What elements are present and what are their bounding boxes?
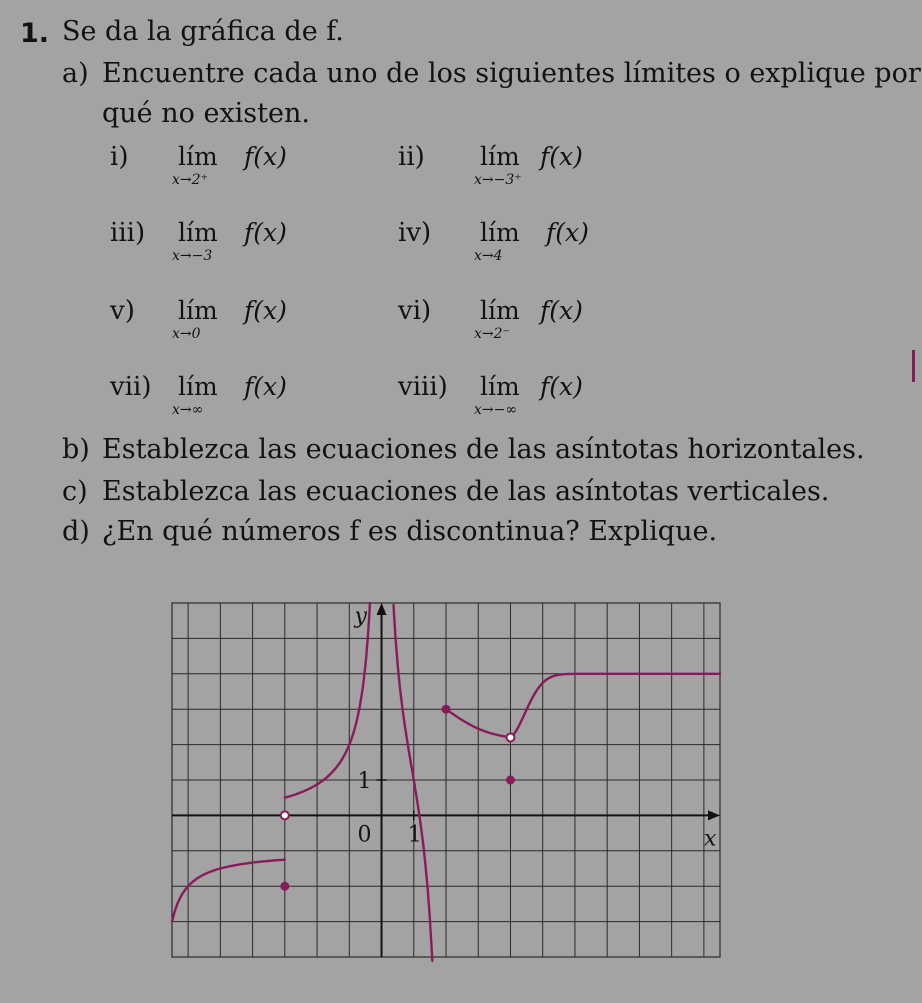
problem-number: 1. — [20, 18, 50, 49]
limit-item-label: v) — [110, 296, 135, 326]
limit-operator: lím — [178, 296, 218, 325]
part-c-text: Establezca las ecuaciones de las asíntotas verticales. — [102, 476, 830, 507]
limit-subscript: x→2⁻ — [474, 326, 510, 342]
limit-item-label: iv) — [398, 218, 432, 248]
graph-points — [280, 705, 515, 891]
part-d-text: ¿En qué números f es discontinua? Explique. — [102, 516, 718, 547]
curve-middle-right-branch — [394, 605, 433, 961]
curve-left-branch — [172, 860, 285, 922]
limit-operator: lím — [178, 142, 218, 171]
filled-point — [280, 882, 289, 891]
limit-function: f(x) — [244, 372, 287, 401]
part-d-label: d) — [62, 516, 90, 547]
part-a-text-line1: Encuentre cada uno de los siguientes límites o explique por — [102, 58, 921, 89]
y-axis-arrow — [377, 603, 387, 615]
y-axis-label: y — [354, 604, 367, 629]
y-tick-one-label: 1 — [357, 769, 372, 794]
limit-operator: lím — [480, 218, 520, 247]
limit-function: f(x) — [244, 296, 287, 325]
part-a-text-line2: qué no existen. — [102, 98, 310, 129]
filled-point — [506, 776, 515, 785]
limit-operator: lím — [178, 372, 218, 401]
limit-function: f(x) — [540, 142, 583, 171]
limit-operator: lím — [480, 372, 520, 401]
limit-operator: lím — [178, 218, 218, 247]
limit-subscript: x→4 — [474, 248, 503, 264]
part-c-label: c) — [62, 476, 88, 507]
open-point — [506, 734, 514, 742]
limit-function: f(x) — [244, 218, 287, 247]
limit-function: f(x) — [244, 142, 287, 171]
limit-item-label: viii) — [398, 372, 448, 402]
graph-grid — [172, 603, 720, 957]
limit-subscript: x→0 — [172, 326, 201, 342]
curve-right-branch — [511, 674, 721, 738]
limit-operator: lím — [480, 296, 520, 325]
limit-subscript: x→−3 — [172, 248, 213, 264]
origin-label: 0 — [357, 822, 372, 848]
part-a-label: a) — [62, 58, 89, 89]
limit-item-label: iii) — [110, 218, 146, 248]
limit-subscript: x→−∞ — [474, 402, 518, 418]
limit-item-label: i) — [110, 142, 129, 172]
x-tick-one-label: 1 — [407, 822, 422, 848]
part-b-label: b) — [62, 434, 90, 465]
limit-function: f(x) — [540, 372, 583, 401]
limit-subscript: x→2⁺ — [172, 172, 208, 188]
problem-statement: Se da la gráfica de f. — [62, 16, 344, 47]
x-axis-label: x — [704, 826, 717, 852]
limit-subscript: x→−3⁺ — [474, 172, 522, 188]
x-axis-arrow — [708, 810, 720, 820]
part-b-text: Establezca las ecuaciones de las asíntotas horizontales. — [102, 434, 865, 465]
limit-item-label: ii) — [398, 142, 425, 172]
limit-function: f(x) — [546, 218, 589, 247]
limit-item-label: vii) — [110, 372, 152, 402]
limit-function: f(x) — [540, 296, 583, 325]
limit-subscript: x→∞ — [172, 402, 204, 418]
limit-item-label: vi) — [398, 296, 432, 326]
limit-operator: lím — [480, 142, 520, 171]
open-point — [281, 811, 289, 819]
filled-point — [442, 705, 451, 714]
